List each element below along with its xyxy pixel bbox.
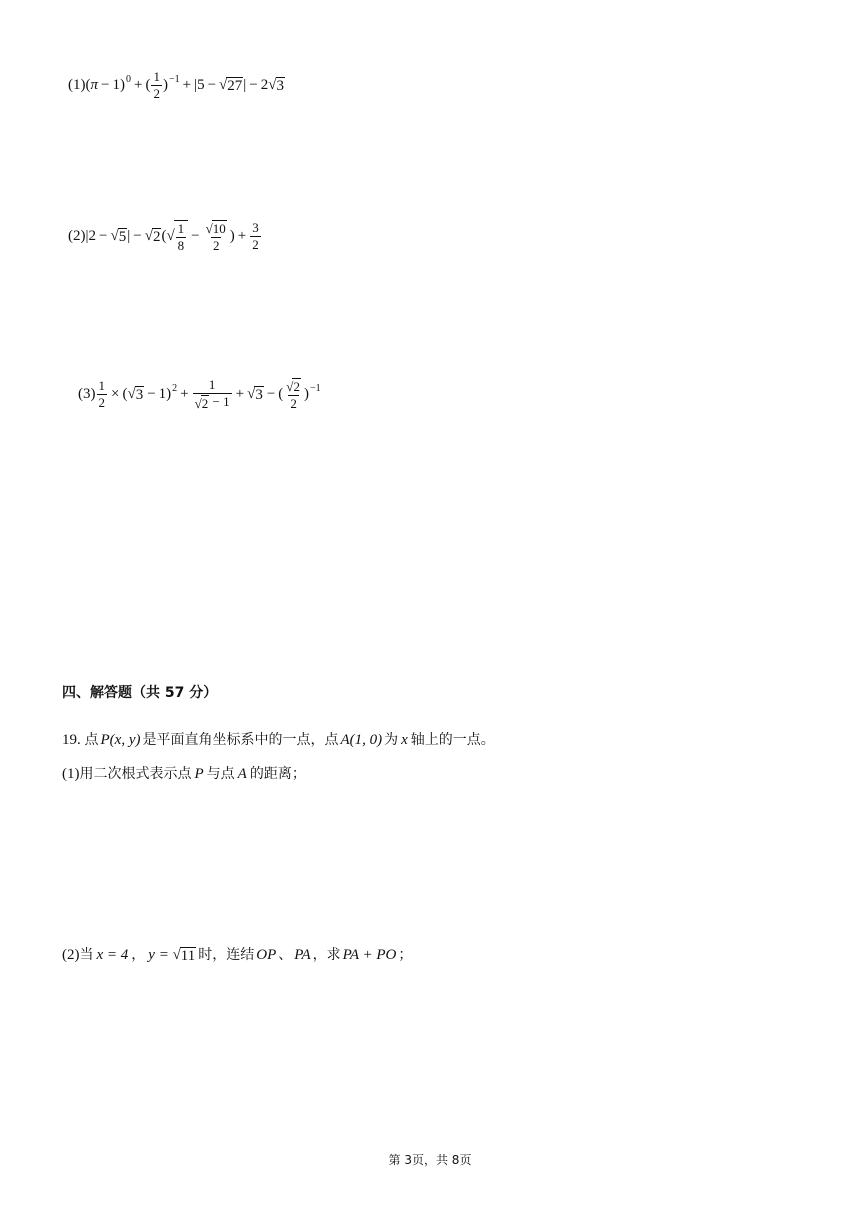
problem-3-label: (3): [78, 386, 96, 403]
fraction-one-over-sqrt2-minus-1: 1 √ 2 − 1: [194, 377, 230, 412]
sqrt-one-eighth: √ $\frac{1}{8}$: [166, 220, 188, 254]
section-heading: 四、解答题（共 57 分）: [62, 685, 218, 701]
point-a: A(1, 0): [340, 732, 383, 748]
sqrt-eleven: √ 11: [172, 946, 196, 964]
fraction-sqrt10-over-2: √ 10 2: [205, 220, 226, 254]
question-19-part-2: (2)当 x = 4 ， y = √ 11 时，连结 OP 、 PA ，求 PA + PO ；: [62, 946, 413, 964]
problem-3: (3) $\frac{1}{2}$ × ( √ 3 − 1)$^2$ + 1 √ 2 − 1 + √ 3 − ( √ 2 2 )$^{-1}$: [78, 377, 321, 412]
problem-2: (2)|2 − √ 5 | − √ 2 ( √ $\frac{1}{8}$ − √ 10 2 ) + $\frac{3}{2}$: [68, 220, 259, 254]
problem-1-label: (1): [68, 77, 86, 94]
question-19-part-1: (1)用二次根式表示点 P 与点 A 的距离；: [62, 766, 306, 782]
fraction-one-half: $\frac{1}{2}$: [153, 69, 160, 102]
fraction-three-halves: $\frac{3}{2}$: [252, 220, 259, 253]
problem-1: $(1)(\pi - 1)^0$ + ( $\frac{1}{2}$ )$^{-1}$ + |5 − √ 27 | − 2 √ 3: [68, 69, 284, 102]
point-p: P(x, y): [100, 732, 141, 748]
problem-2-label: (2): [68, 228, 86, 245]
question-number: 19.: [62, 732, 85, 748]
question-19-intro: 19. 点 P(x, y) 是平面直角坐标系中的一点，点 A(1, 0) 为 x 轴上的一点。: [62, 732, 495, 748]
fraction-sqrt2-over-2: √ 2 2: [286, 378, 300, 412]
page-footer: 第 3页，共 8页: [388, 1153, 472, 1167]
